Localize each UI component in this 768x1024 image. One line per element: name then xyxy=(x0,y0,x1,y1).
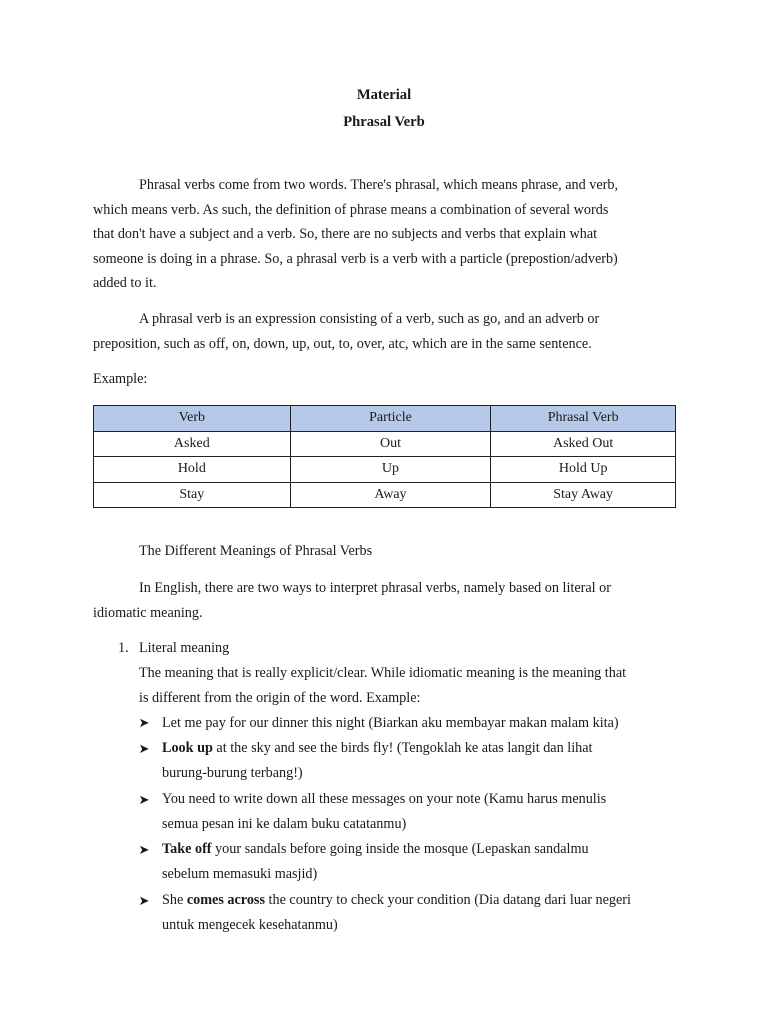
document-title: Material xyxy=(356,87,412,103)
paragraph-line: A phrasal verb is an expression consisting of a verb, such as go, and an adverb or xyxy=(139,311,600,327)
bullet-phrasal-verb: Take off xyxy=(162,841,212,857)
section-heading: The Different Meanings of Phrasal Verbs xyxy=(139,543,373,559)
arrowhead-bullet-icon: ➤ xyxy=(138,893,150,908)
list-item xyxy=(162,888,682,938)
paragraph-line: is different from the origin of the word. Example: xyxy=(139,689,421,706)
paragraph-line: idiomatic meaning. xyxy=(93,604,203,621)
list-item xyxy=(162,711,682,736)
paragraph-line: In English, there are two ways to interpret phrasal verbs, namely based on literal or xyxy=(139,580,611,596)
column-header-phrasal-verb: Phrasal Verb xyxy=(491,406,676,432)
paragraph-line: added to it. xyxy=(93,275,157,292)
list-item xyxy=(162,736,682,786)
table-cell: Asked Out xyxy=(491,431,676,457)
table-cell: Asked xyxy=(94,431,291,457)
bullet-text: at the sky and see the birds fly! (Tengoklah ke atas langit dan lihat xyxy=(212,740,593,756)
paragraph-line: preposition, such as off, on, down, up, out, to, over, atc, which are in the same sentence. xyxy=(93,335,592,352)
list-item xyxy=(162,837,682,887)
paragraph-line: someone is doing in a phrase. So, a phrasal verb is a verb with a particle (prepostion/adverb) xyxy=(93,250,618,267)
example-table xyxy=(93,405,676,508)
example-label: Example: xyxy=(93,371,148,387)
list-item-title: Literal meaning xyxy=(139,640,230,656)
table-cell: Away xyxy=(290,482,491,508)
list-item-description xyxy=(139,661,679,710)
list-number: 1. xyxy=(118,640,129,656)
column-header-verb: Verb xyxy=(94,406,291,432)
paragraph-definition xyxy=(93,173,678,296)
paragraph-expression xyxy=(93,307,678,356)
table-cell: Up xyxy=(290,457,491,483)
table-row xyxy=(94,457,676,483)
table-cell: Hold xyxy=(94,457,291,483)
bullet-text-continuation: semua pesan ini ke dalam buku catatanmu) xyxy=(162,816,407,833)
bullet-text-prefix: She xyxy=(162,892,187,908)
arrowhead-bullet-icon: ➤ xyxy=(138,741,150,756)
bullet-text: You need to write down all these messages on your note (Kamu harus menulis xyxy=(162,791,607,807)
arrowhead-bullet-icon: ➤ xyxy=(138,842,150,857)
table-header-row xyxy=(94,406,676,432)
bullet-text-continuation: sebelum memasuki masjid) xyxy=(162,866,318,883)
bullet-text-continuation: burung-burung terbang!) xyxy=(162,765,303,782)
bullet-phrasal-verb: Look up xyxy=(162,740,213,756)
paragraph-line: The meaning that is really explicit/clear. While idiomatic meaning is the meaning that xyxy=(139,665,627,681)
document-subtitle: Phrasal Verb xyxy=(343,114,425,130)
bullet-text: your sandals before going inside the mosque (Lepaskan sandalmu xyxy=(211,841,589,857)
table-row xyxy=(94,482,676,508)
paragraph-line: which means verb. As such, the definition of phrase means a combination of several words xyxy=(93,201,609,218)
column-header-particle: Particle xyxy=(290,406,491,432)
table-cell: Hold Up xyxy=(491,457,676,483)
arrowhead-bullet-icon: ➤ xyxy=(138,715,150,730)
table-cell: Out xyxy=(290,431,491,457)
table-cell: Stay Away xyxy=(491,482,676,508)
arrowhead-bullet-icon: ➤ xyxy=(138,792,150,807)
bullet-text: Let me pay for our dinner this night (Biarkan aku membayar makan malam kita) xyxy=(162,715,619,731)
bullet-text: the country to check your condition (Dia datang dari luar negeri xyxy=(264,892,631,908)
bullet-text-continuation: untuk mengecek kesehatanmu) xyxy=(162,917,338,934)
bullet-phrasal-verb: comes across xyxy=(186,892,265,908)
table-row xyxy=(94,431,676,457)
paragraph-line: that don't have a subject and a verb. So, there are no subjects and verbs that explain what xyxy=(93,226,598,243)
table-cell: Stay xyxy=(94,482,291,508)
paragraph-interpretation xyxy=(93,576,678,625)
paragraph-line: Phrasal verbs come from two words. There's phrasal, which means phrase, and verb, xyxy=(139,177,619,193)
list-item xyxy=(162,787,682,837)
